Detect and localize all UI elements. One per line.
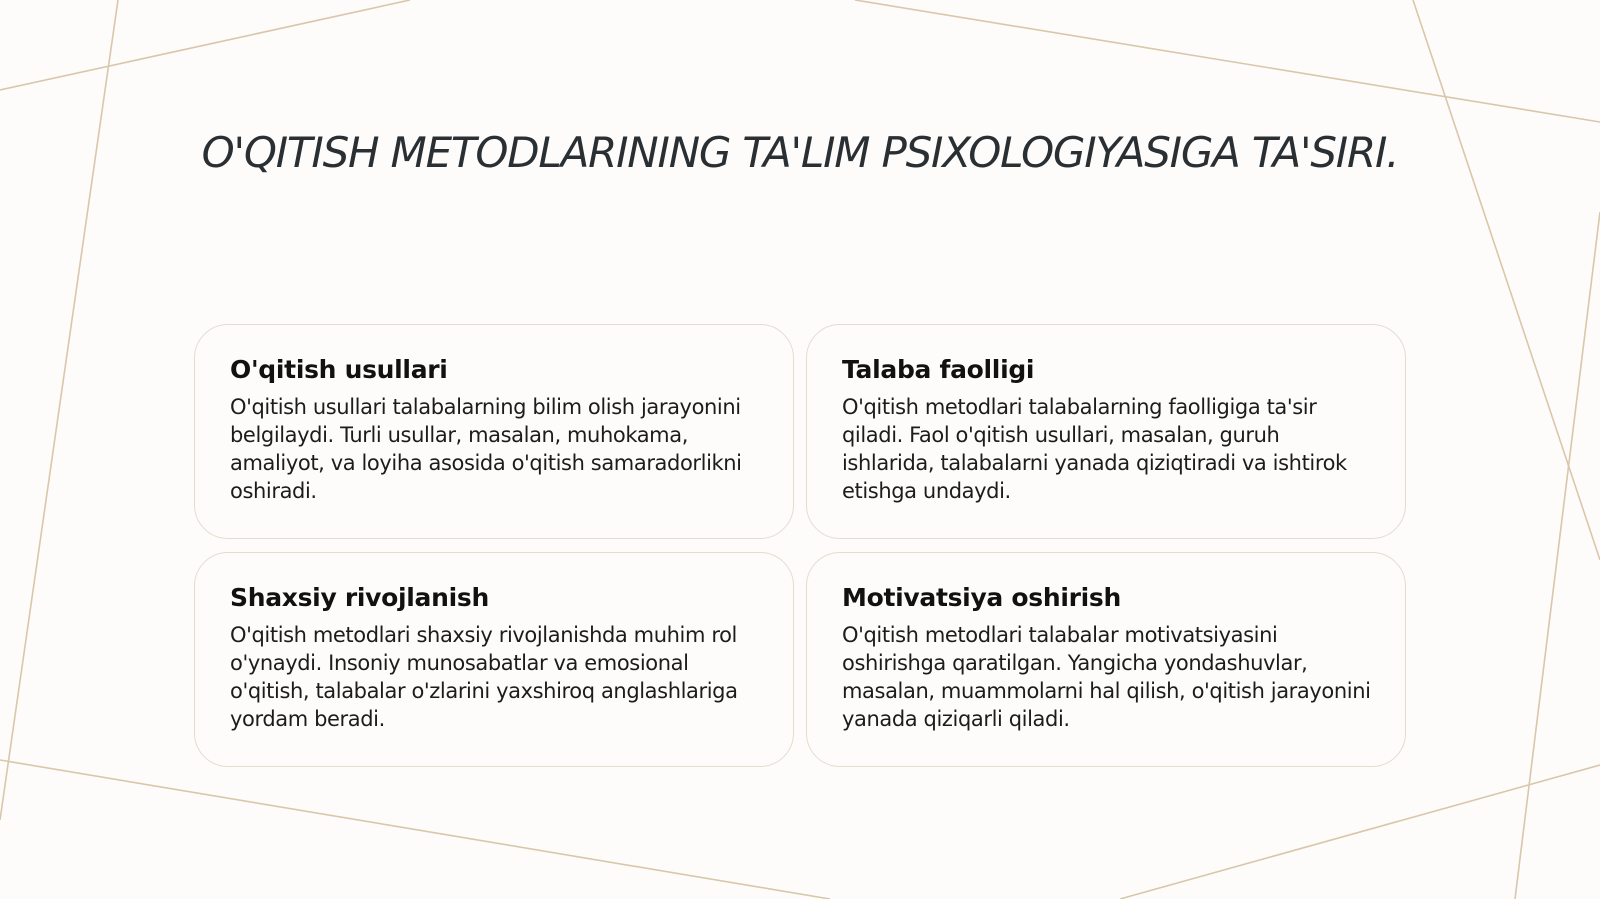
deco-line: [1120, 765, 1600, 899]
card-title: Talaba faolligi: [842, 355, 1035, 384]
card-title: Shaxsiy rivojlanish: [230, 583, 489, 612]
deco-line: [1515, 212, 1600, 899]
deco-line: [1413, 0, 1600, 560]
card-motivatsiya-oshirish: [806, 552, 1406, 767]
card-oqitish-usullari: [194, 324, 794, 539]
deco-line: [0, 760, 830, 899]
card-title: Motivatsiya oshirish: [842, 583, 1122, 612]
card-text: O'qitish metodlari shaxsiy rivojlanishda muhim rol o'ynaydi. Insoniy munosabatlar va emosional o'qitish, talabalar o'zlarini yaxshiroq anglashlariga yordam beradi.: [230, 623, 738, 731]
card-text: O'qitish usullari talabalarning bilim olish jarayonini belgilaydi. Turli usullar, masalan, muhokama, amaliyot, va loyiha asosida o'qitish samaradorlikni oshiradi.: [230, 395, 742, 503]
card-shaxsiy-rivojlanish: [194, 552, 794, 767]
card-talaba-faolligi: [806, 324, 1406, 539]
card-text: O'qitish metodlari talabalar motivatsiyasini oshirishga qaratilgan. Yangicha yondashuvlar, masalan, muammolarni hal qilish, o'qitish jarayonini yanada qiziqarli qiladi.: [842, 623, 1371, 731]
card-title: O'qitish usullari: [230, 355, 448, 384]
deco-line: [0, 0, 410, 90]
deco-line: [855, 0, 1600, 122]
slide-title: O'QITISH METODLARINING TA'LIM PSIXOLOGIYASIGA TA'SIRI.: [201, 128, 1399, 177]
card-text: O'qitish metodlari talabalarning faolligiga ta'sir qiladi. Faol o'qitish usullari, masalan, guruh ishlarida, talabalarni yanada qiziqtiradi va ishtirok etishga undaydi.: [842, 395, 1347, 503]
deco-line: [0, 0, 118, 820]
